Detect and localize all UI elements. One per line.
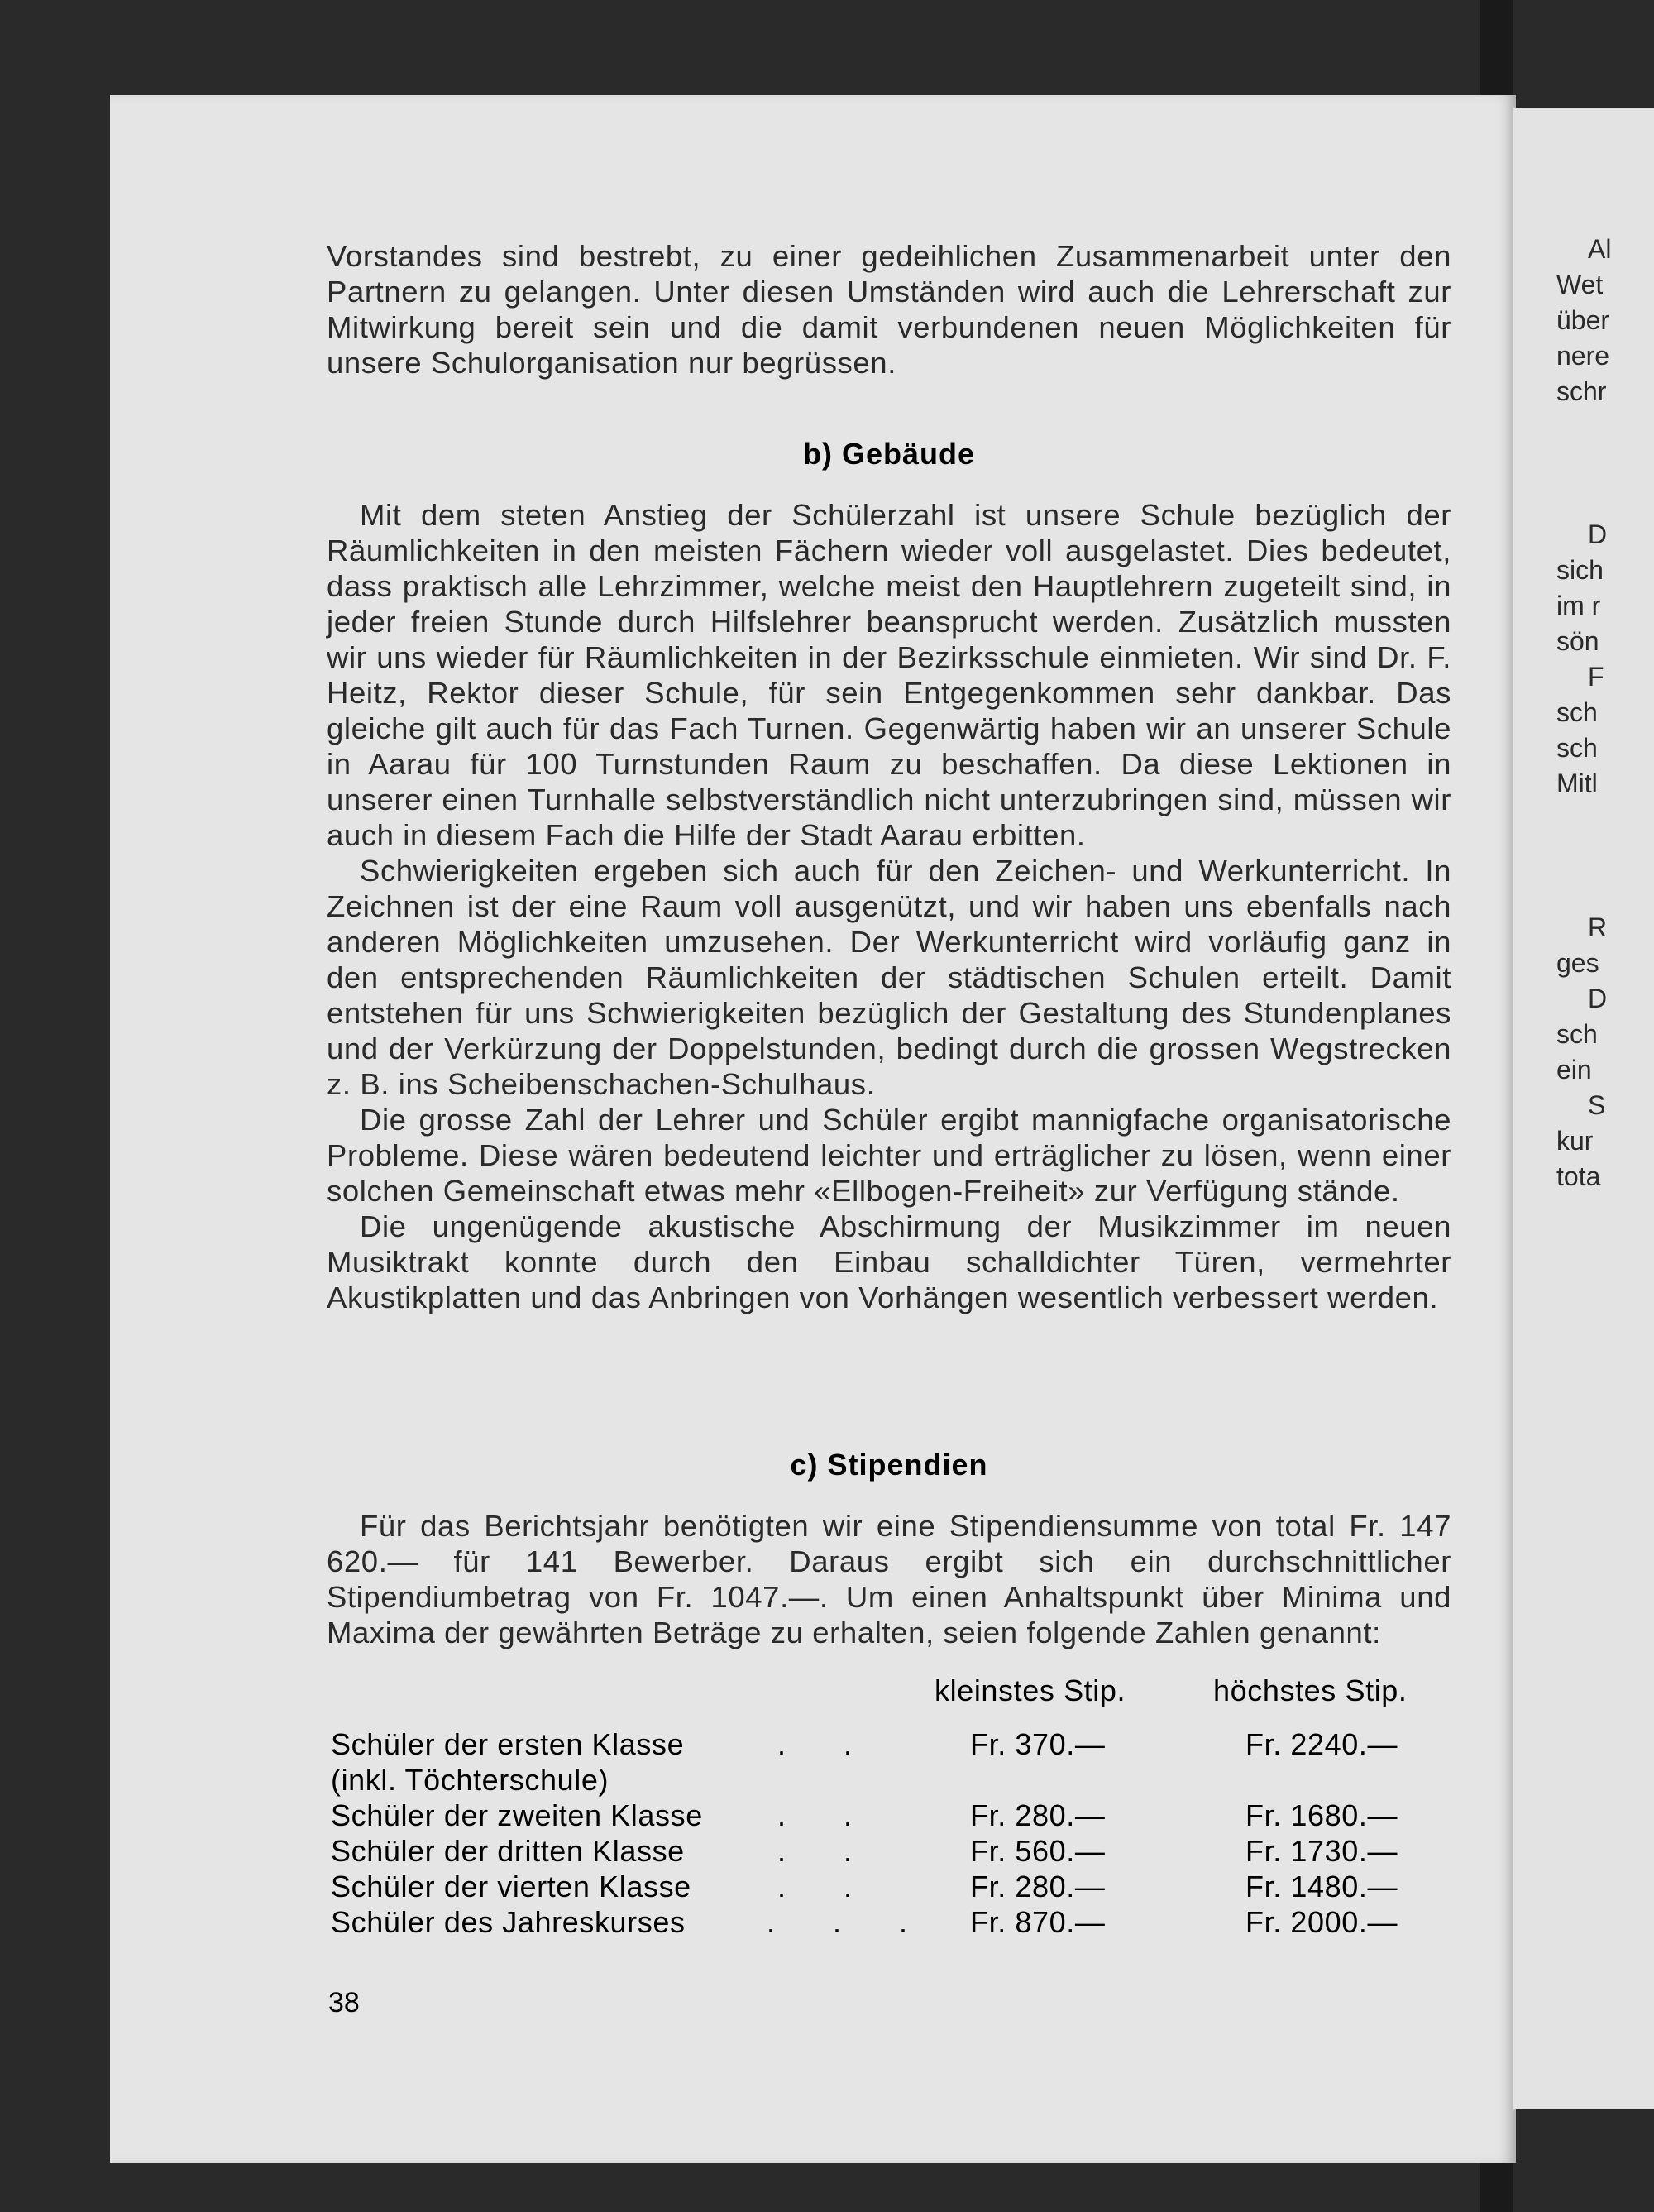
column-header-min: kleinstes Stip. — [935, 1673, 1126, 1707]
max-value: Fr. 1680.— — [1245, 1798, 1398, 1832]
page-number: 38 — [328, 1987, 360, 2018]
leader-dots: . . . — [767, 1905, 933, 1939]
facing-fragment: sch — [1556, 1019, 1598, 1049]
max-value: Fr. 2240.— — [1245, 1727, 1398, 1761]
table-row — [331, 1798, 1439, 1834]
facing-fragment: sch — [1556, 697, 1598, 727]
row-label: (inkl. Töchterschule) — [331, 1763, 609, 1797]
leader-dots: . . — [777, 1870, 877, 1903]
row-label: Schüler der zweiten Klasse — [331, 1798, 703, 1832]
facing-fragment: schr — [1556, 376, 1607, 406]
facing-fragment: tota — [1556, 1161, 1601, 1191]
section-b-paragraph: Mit dem steten Anstieg der Schülerzahl ist unsere Schule bezüglich der Räumlichkeiten in den meisten Fächern wieder voll ausgelastet. Dies bedeutet, dass praktisch alle Lehrzimmer, welche meist den Hauptlehrern zugeteilt sind, in jeder freien Stunde durch Hilfslehrer beansprucht werden. Zusätzlich mussten wir uns wieder für Räumlichkeiten in der Bezirksschule einmieten. Wir sind Dr. F. Heitz, Rektor dieser Schule, für sein Entgegenkommen sehr dankbar. Das gleiche gilt auch für das Fach Turnen. Gegenwärtig haben wir an unserer Schule in Aarau für 100 Turnstunden Raum zu beschaffen. Da diese Lektionen in unserer einen Turnhalle selbstverständlich nicht unterzubringen sind, müssen wir auch in diesem Fach die Hilfe der Stadt Aarau erbitten. — [327, 498, 1451, 852]
facing-fragment: R — [1588, 912, 1608, 942]
row-label: Schüler der vierten Klasse — [331, 1870, 691, 1903]
row-label: Schüler der ersten Klasse — [331, 1727, 685, 1761]
facing-fragment: im r — [1556, 591, 1601, 620]
column-header-max: höchstes Stip. — [1213, 1673, 1408, 1707]
row-label: Schüler des Jahreskurses — [331, 1905, 686, 1939]
intro-paragraph: Vorstandes sind bestrebt, zu einer gedeihlichen Zusammenarbeit unter den Partnern zu gelangen. Unter diesen Umständen wird auch die Lehrerschaft zur Mitwirkung bereit sein und die damit verbundenen neuen Möglichkeiten für unsere Schulorganisation nur begrüssen. — [327, 239, 1451, 380]
facing-fragment: sön — [1556, 626, 1599, 656]
min-value: Fr. 280.— — [970, 1798, 1106, 1832]
section-c-paragraph: Für das Berichtsjahr benötigten wir eine Stipendiensumme von total Fr. 147 620.— für 141 Bewerber. Daraus ergibt sich ein durchschnittlicher Stipendiumbetrag von Fr. 1047.—. Um einen Anhaltspunkt über Minima und Maxima der gewährten Beträge zu erhalten, seien folgende Zahlen genannt: — [327, 1509, 1451, 1649]
intro-block — [327, 238, 1451, 381]
facing-fragment: nere — [1556, 341, 1610, 371]
facing-fragment: sich — [1556, 555, 1604, 585]
max-value: Fr. 1480.— — [1245, 1870, 1398, 1903]
facing-fragment: ein — [1556, 1055, 1592, 1084]
leader-dots: . . — [777, 1727, 877, 1761]
facing-fragment: Mitl — [1556, 768, 1598, 798]
row-label: Schüler der dritten Klasse — [331, 1834, 685, 1868]
table-row — [331, 1870, 1439, 1905]
section-b-heading: b) Gebäude — [802, 437, 976, 471]
table-row — [331, 1727, 1439, 1763]
table-row — [331, 1905, 1439, 1941]
leader-dots: . . — [777, 1834, 877, 1868]
min-value: Fr. 870.— — [970, 1905, 1106, 1939]
facing-page-edge — [1513, 108, 1654, 2109]
section-b-body — [327, 497, 1451, 1315]
max-value: Fr. 1730.— — [1245, 1834, 1398, 1868]
table-row — [331, 1763, 1439, 1798]
section-b-paragraph: Schwierigkeiten ergeben sich auch für den Zeichen- und Werkunterricht. In Zeichnen ist der eine Raum voll ausgenützt, und wir haben uns ebenfalls nach anderen Möglichkeiten umzusehen. Der Werkunterricht wird vorläufig ganz in den entsprechenden Räumlichkeiten der städtischen Schulen erteilt. Damit entstehen für uns Schwierigkeiten bezüglich der Gestaltung des Stundenplanes und der Verkürzung der Doppelstunden, bedingt durch die grossen Wegstrecken z. B. ins Scheibenschachen-Schulhaus. — [327, 854, 1451, 1101]
min-value: Fr. 560.— — [970, 1834, 1106, 1868]
facing-fragment: D — [1588, 519, 1608, 549]
max-value: Fr. 2000.— — [1245, 1905, 1398, 1939]
facing-fragment: D — [1588, 984, 1608, 1013]
facing-fragment: kur — [1556, 1126, 1594, 1156]
facing-fragment: Al — [1588, 234, 1612, 264]
section-b-paragraph: Die ungenügende akustische Abschirmung der Musikzimmer im neuen Musiktrakt konnte durch den Einbau schalldichter Türen, vermehrter Akustikplatten und das Anbringen von Vorhängen wesentlich verbessert werden. — [327, 1209, 1451, 1314]
min-value: Fr. 370.— — [970, 1727, 1106, 1761]
section-c-body — [327, 1508, 1451, 1650]
section-c-heading: c) Stipendien — [790, 1448, 988, 1482]
min-value: Fr. 280.— — [970, 1870, 1106, 1903]
facing-fragment: über — [1556, 305, 1610, 335]
table-row — [331, 1834, 1439, 1870]
facing-fragment: Wet — [1556, 270, 1604, 299]
facing-fragment: S — [1588, 1090, 1606, 1120]
facing-fragment: F — [1588, 662, 1604, 692]
facing-fragment: sch — [1556, 733, 1598, 763]
leader-dots: . . — [777, 1798, 877, 1832]
facing-fragment: ges — [1556, 948, 1599, 978]
section-b-paragraph: Die grosse Zahl der Lehrer und Schüler ergibt mannigfache organisatorische Probleme. Diese wären bedeutend leichter und erträglicher zu lösen, wenn einer solchen Gemeinschaft etwas mehr «Ellbogen-Freiheit» zur Verfügung stände. — [327, 1103, 1451, 1208]
